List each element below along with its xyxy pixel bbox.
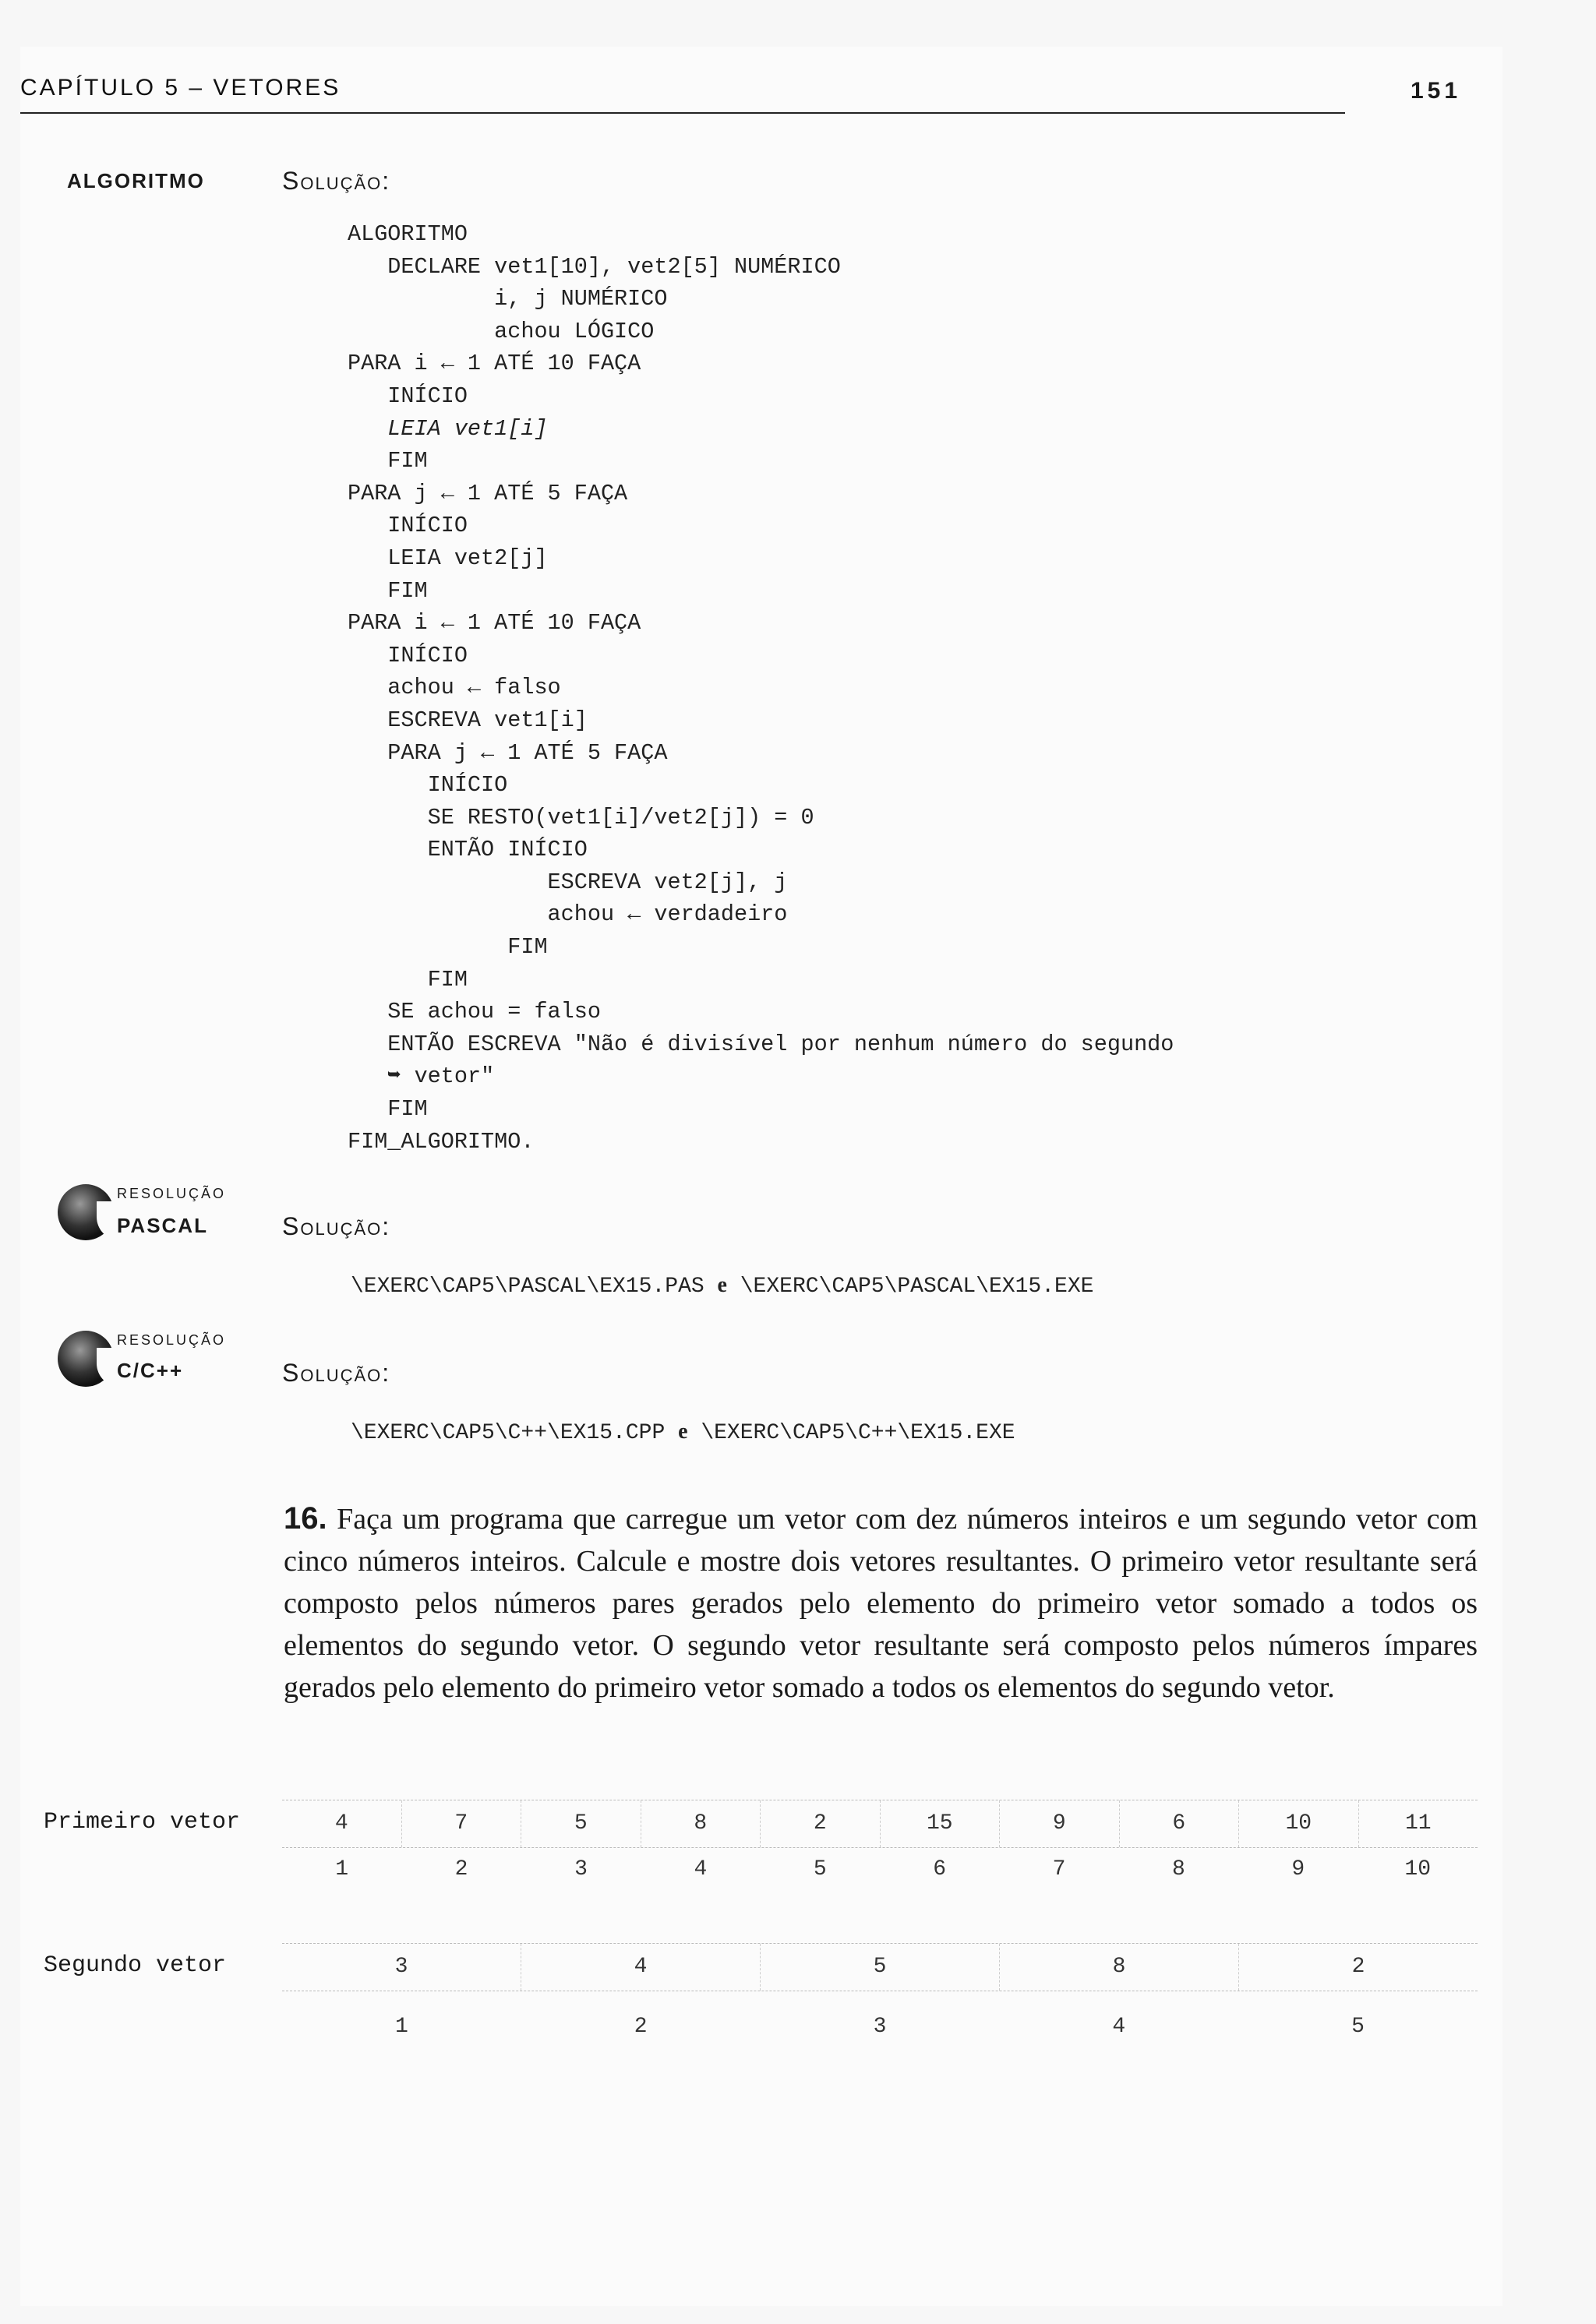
code-line: LEIA vet2[j]: [348, 545, 548, 571]
code-line: SE RESTO(vet1[i]/vet2[j]) = 0: [348, 804, 814, 831]
pascal-exe-path: \EXERC\CAP5\PASCAL\EX15.EXE: [740, 1275, 1094, 1299]
code-line: SE achou = falso: [348, 999, 601, 1025]
code-line: i, j NUMÉRICO: [348, 286, 668, 312]
vector-cell-index: 9: [1291, 1857, 1305, 1881]
vector-cell-value: 11: [1358, 1800, 1478, 1847]
exercise-text: Faça um programa que carregue um vetor com dez números inteiros e um segundo vetor com cinco números inteiros. Calcule e mostre dois vetores resultantes. O primeiro vetor resultante será composto pelos números pares gerados pelo elemento do primeiro vetor somado a todos os elementos do segundo vetor. O segundo vetor resultante será composto pelos números ímpares gerados pelo elemento do primeiro vetor somado a todos os elementos do segundo vetor.: [284, 1503, 1478, 1704]
vector-cell-index: 2: [454, 1857, 468, 1881]
cpp-file-paths: [351, 1419, 1015, 1445]
exercise-number: 16.: [284, 1501, 327, 1536]
code-line: FIM: [348, 577, 428, 604]
first-vector-values: [282, 1800, 1478, 1848]
code-line: INÍCIO: [348, 772, 508, 799]
first-vector-indices: [282, 1857, 1478, 1881]
chapter-header: CAPÍTULO 5 – VETORES: [20, 75, 341, 101]
vector-cell-index: 4: [694, 1857, 708, 1881]
cd-disc-icon: [58, 1184, 114, 1240]
vector-cell-value: 6: [1119, 1800, 1239, 1847]
vector-cell-value: 3: [394, 1955, 408, 1979]
cpp-exe-path: \EXERC\CAP5\C++\EX15.EXE: [701, 1421, 1015, 1445]
vector-cell-index: 2: [634, 2015, 648, 2039]
second-vector-label: Segundo vetor: [44, 1952, 227, 1979]
cpp-source-path: \EXERC\CAP5\C++\EX15.CPP: [351, 1421, 666, 1445]
vector-cell-index: 1: [394, 2015, 408, 2039]
header-rule: [20, 112, 1345, 114]
pascal-side-label: PASCAL: [117, 1214, 208, 1237]
vector-cell-value: 4: [521, 1944, 760, 1991]
code-line: PARA i ← 1 ATÉ 10 FAÇA: [348, 610, 641, 637]
code-line: PARA i ← 1 ATÉ 10 FAÇA: [348, 351, 641, 377]
second-vector-values: [282, 1943, 1478, 1991]
vector-cell-index: 3: [574, 1857, 588, 1881]
algoritmo-side-label: ALGORITMO: [67, 169, 205, 192]
vector-cell-value: 2: [760, 1800, 880, 1847]
code-line: INÍCIO: [348, 383, 468, 409]
code-line: INÍCIO: [348, 642, 468, 668]
code-line: DECLARE vet1[10], vet2[5] NUMÉRICO: [348, 253, 841, 280]
code-line: ➥ vetor": [348, 1063, 495, 1090]
vector-cell-index: 7: [1052, 1857, 1066, 1881]
pascal-source-path: \EXERC\CAP5\PASCAL\EX15.PAS: [351, 1275, 704, 1299]
pascal-solution-label: Solução:: [282, 1212, 391, 1240]
vector-cell-value: 5: [760, 1944, 999, 1991]
cpp-solution-label: Solução:: [282, 1359, 391, 1387]
code-line: FIM: [348, 448, 428, 474]
page-number: 151: [1411, 78, 1462, 104]
code-line: FIM: [348, 966, 468, 993]
vector-cell-value: 8: [999, 1944, 1238, 1991]
code-line: ALGORITMO: [348, 221, 468, 247]
second-vector-indices: [282, 2015, 1478, 2039]
first-vector-label: Primeiro vetor: [44, 1809, 241, 1836]
vector-cell-value: 4: [334, 1811, 348, 1836]
vector-cell-value: 5: [521, 1800, 641, 1847]
cd-disc-icon: [58, 1331, 114, 1387]
vector-cell-value: 15: [880, 1800, 1000, 1847]
vector-cell-value: 10: [1238, 1800, 1358, 1847]
vector-cell-index: 8: [1172, 1857, 1185, 1881]
pascal-conjunction: e: [717, 1273, 727, 1297]
pascal-side-sublabel: RESOLUÇÃO: [117, 1186, 227, 1201]
code-line: FIM_ALGORITMO.: [348, 1128, 535, 1155]
vector-cell-index: 5: [1351, 2015, 1365, 2039]
code-line: PARA j ← 1 ATÉ 5 FAÇA: [348, 480, 628, 506]
code-line: ESCREVA vet2[j], j: [348, 869, 788, 895]
exercise-16: [284, 1497, 1478, 1709]
code-line: FIM: [348, 1096, 428, 1123]
vector-cell-value: 9: [999, 1800, 1119, 1847]
pascal-file-paths: [351, 1273, 1093, 1299]
code-line: FIM: [348, 934, 548, 961]
code-line: ESCREVA vet1[i]: [348, 707, 588, 733]
vector-cell-index: 6: [933, 1857, 947, 1881]
cpp-side-sublabel: RESOLUÇÃO: [117, 1332, 227, 1348]
vector-cell-index: 5: [813, 1857, 827, 1881]
vector-cell-index: 3: [873, 2015, 887, 2039]
code-line: LEIA vet1[i]: [348, 415, 548, 442]
vector-cell-index: 1: [335, 1857, 349, 1881]
algoritmo-solution-label: Solução:: [282, 167, 391, 195]
cpp-side-label: C/C++: [117, 1359, 184, 1382]
code-line: achou LÓGICO: [348, 318, 655, 344]
code-line: ENTÃO INÍCIO: [348, 837, 588, 863]
vector-cell-index: 4: [1112, 2015, 1126, 2039]
code-line: achou ← falso: [348, 675, 561, 701]
algorithm-code-block: [348, 218, 1174, 1158]
code-line: INÍCIO: [348, 513, 468, 539]
code-line: achou ← verdadeiro: [348, 901, 788, 928]
vector-cell-index: 10: [1404, 1857, 1432, 1881]
vector-cell-value: 7: [401, 1800, 521, 1847]
vector-cell-value: 8: [641, 1800, 761, 1847]
cpp-conjunction: e: [678, 1419, 688, 1444]
code-line: ENTÃO ESCREVA "Não é divisível por nenhum número do segundo: [348, 1031, 1174, 1057]
code-line: PARA j ← 1 ATÉ 5 FAÇA: [348, 739, 668, 766]
vector-cell-value: 2: [1238, 1944, 1478, 1991]
